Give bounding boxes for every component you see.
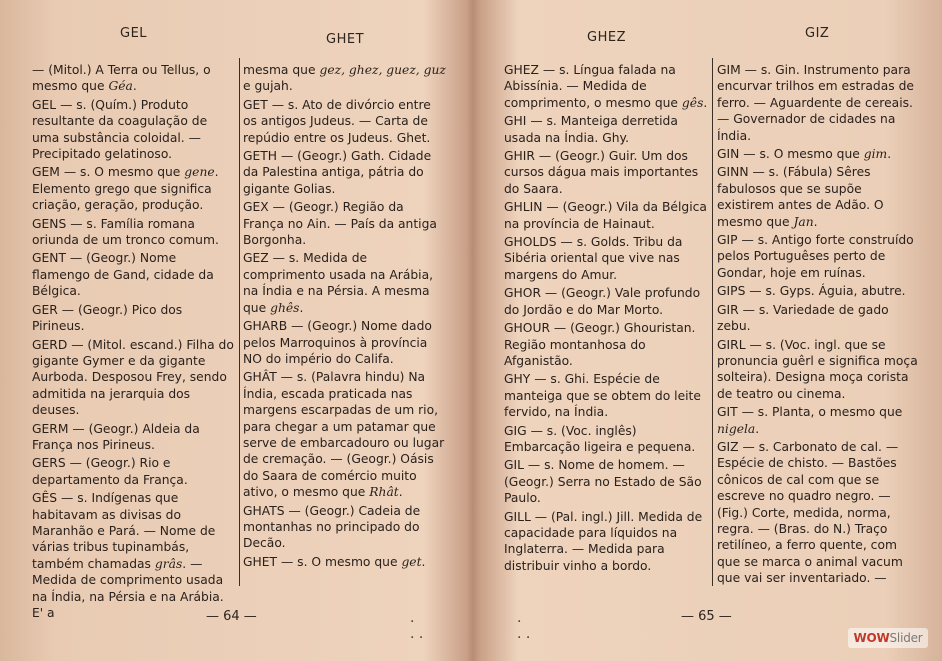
dictionary-entry bbox=[504, 320, 708, 369]
entry-text: — s. Gyps. Águia, abutre. bbox=[745, 284, 906, 299]
entry-term: GILL bbox=[504, 509, 531, 524]
right-page-number: — 65 — bbox=[681, 609, 732, 624]
entry-text: — (Geogr.) Nome flamengo de Gand, cidade da Bélgica. bbox=[32, 251, 214, 299]
dictionary-entry bbox=[243, 369, 446, 500]
entry-term: GINN bbox=[717, 165, 749, 180]
entry-term: GHLIN bbox=[504, 200, 543, 215]
entry-tail: . bbox=[755, 421, 760, 436]
dictionary-entry bbox=[504, 199, 708, 232]
entry-text: — s. Língua falada na Abissínia. — Medida de comprimento, o mesmo que bbox=[504, 63, 682, 110]
entry-term: GIP bbox=[717, 233, 738, 248]
watermark-part2: Slider bbox=[889, 631, 923, 645]
entry-term: GEZ bbox=[243, 251, 269, 266]
entry-text: mesma que bbox=[243, 63, 320, 77]
entry-text: — s. (Voc. ingl. que se pronuncia guêrl e significa moça solteira). Designa moça corista de teatro ou cinema. bbox=[717, 337, 918, 401]
dictionary-entry bbox=[243, 62, 446, 95]
entry-term: GERS bbox=[32, 456, 66, 471]
entry-term: GEL bbox=[32, 97, 57, 112]
entry-term: GHARB bbox=[243, 319, 288, 334]
dictionary-entry bbox=[717, 62, 920, 144]
entry-term: GER bbox=[32, 302, 58, 317]
dictionary-entry bbox=[243, 250, 446, 316]
entry-term: GERD bbox=[32, 337, 68, 352]
dictionary-entry bbox=[32, 490, 234, 621]
dictionary-entry bbox=[243, 199, 446, 248]
entry-term: GIPS bbox=[717, 284, 746, 299]
left-page-number: — 64 — bbox=[206, 609, 257, 624]
entry-term: GHOR bbox=[504, 286, 541, 301]
entry-term: GHOUR bbox=[504, 321, 550, 336]
dictionary-entry bbox=[504, 285, 708, 318]
entry-text: — s. Família romana oriunda de um tronco comum. bbox=[32, 216, 219, 248]
entry-text: — (Mitol. escand.) Filha do gigante Gymer e da gigante Aurboda. Desposou Frey, sendo admitida na jerarquia dos deuses. bbox=[32, 337, 234, 418]
entry-italic: Jan bbox=[793, 214, 814, 229]
entry-text: — s. Ato de divórcio entre os antigos Judeus. — Carta de repúdio entre os Judeus. Ghet. bbox=[243, 97, 431, 145]
dictionary-entry bbox=[504, 62, 708, 111]
dictionary-entry bbox=[32, 337, 234, 419]
entry-text: — (Geogr.) Vale profundo do Jordão e do Mar Morto. bbox=[504, 286, 701, 317]
entry-text: — (Geogr.) Região da França no Ain. — País da antiga Borgonha. bbox=[243, 200, 437, 248]
entry-text: — s. O mesmo que bbox=[739, 147, 864, 162]
entry-term: GHATS bbox=[243, 503, 285, 518]
entry-text: — s. (Voc. inglês) Embarcação ligeira e pequena. bbox=[504, 423, 696, 454]
entry-term: GEX bbox=[243, 200, 269, 215]
entry-term: GHÂT bbox=[243, 370, 277, 385]
entry-term: GIN bbox=[717, 147, 740, 162]
left-page-header-left: GEL bbox=[120, 26, 148, 41]
watermark-part1: WOW bbox=[853, 631, 890, 645]
watermark-logo bbox=[848, 628, 928, 648]
entry-italic: gim bbox=[863, 147, 888, 162]
entry-term: GÊS bbox=[32, 491, 58, 506]
entry-term: GIRL bbox=[717, 337, 746, 352]
dictionary-entry bbox=[717, 439, 920, 587]
entry-term: GET bbox=[243, 97, 268, 112]
entry-text: — s. Antigo forte construído pelos Portuguêses perto de Gondar, hoje em ruínas. bbox=[717, 233, 914, 280]
entry-term: GHET bbox=[243, 554, 278, 569]
entry-text: — (Geogr.) Pico dos Pirineus. bbox=[32, 302, 183, 334]
dictionary-entry bbox=[243, 318, 446, 367]
dictionary-entry bbox=[504, 509, 708, 575]
entry-italic: nigela bbox=[717, 421, 756, 436]
left-page-header-right: GHET bbox=[326, 32, 365, 47]
dictionary-entry bbox=[32, 250, 234, 299]
right-page-header-left: GHEZ bbox=[587, 30, 626, 45]
entry-text: — s. (Palavra hindu) Na Índia, escada praticada nas margens escarpadas de um rio, para chegar a um patamar que serve de embarcadouro ou lugar de cremação. — (Geogr.) Oásis do Saara de comércio muito ativo, o mesmo que bbox=[243, 370, 445, 500]
entry-term: GEM bbox=[32, 165, 60, 180]
dictionary-entry bbox=[243, 503, 446, 552]
entry-text: — (Geogr.) Cadeia de montanhas no principado do Decão. bbox=[243, 503, 421, 551]
entry-italic: Rhât bbox=[369, 485, 399, 500]
entry-tail: . bbox=[421, 554, 426, 569]
dictionary-entry bbox=[504, 423, 708, 456]
entry-text: — s. (Quím.) Produto resultante da coagulação de uma substância coloidal. — Precipitado gelatinoso. bbox=[32, 97, 208, 162]
dictionary-entry bbox=[717, 232, 920, 281]
entry-italic: gene bbox=[184, 165, 215, 180]
right-page bbox=[471, 0, 942, 661]
entry-text: — (Geogr.) Ghouristan. Região montanhosa do Afganistão. bbox=[504, 321, 696, 368]
entry-text: — (Geogr.) Rio e departamento da França. bbox=[32, 456, 188, 487]
entry-italic: gez, ghez, guez, guz bbox=[319, 63, 446, 77]
dictionary-entry bbox=[504, 113, 708, 146]
dictionary-entry bbox=[717, 337, 920, 403]
entry-text: — (Geogr.) Aldeia da França nos Pirineus. bbox=[32, 421, 200, 452]
entry-term: GIG bbox=[504, 423, 527, 438]
entry-term: GHOLDS bbox=[504, 235, 557, 250]
entry-italic: gês bbox=[681, 95, 704, 110]
dictionary-entry bbox=[243, 148, 446, 197]
column-divider bbox=[712, 58, 713, 586]
entry-term: GERM bbox=[32, 421, 69, 436]
entry-tail: . bbox=[299, 300, 304, 315]
dictionary-entry bbox=[243, 97, 446, 146]
dictionary-entry bbox=[504, 148, 708, 197]
entry-text: — s. O mesmo que bbox=[277, 554, 402, 569]
dictionary-entry bbox=[504, 371, 708, 420]
entry-text: — (Geogr.) Gath. Cidade da Palestina antiga, pátria do gigante Golias. bbox=[243, 149, 432, 196]
entry-text: — (Pal. ingl.) Jill. Medida de capacidade para líquidos na Inglaterra. — Medida para distribuir vinho a bordo. bbox=[504, 509, 703, 573]
entry-term: GIR bbox=[717, 302, 739, 317]
dictionary-entry bbox=[32, 97, 234, 163]
entry-text: — s. Ghi. Espécie de manteiga que se obtem do leite fervido, na Índia. bbox=[504, 372, 701, 420]
dictionary-entry bbox=[717, 404, 920, 437]
entry-text: — (Mitol.) A Terra ou Tellus, o mesmo que bbox=[32, 63, 211, 94]
entry-tail: e gujah. bbox=[243, 79, 293, 94]
dictionary-entry bbox=[243, 554, 446, 570]
dictionary-entry bbox=[504, 457, 708, 506]
entry-tail: . — Medida de comprimento usada na Índia, na Pérsia e na Arábia. E' a bbox=[32, 556, 224, 620]
entry-text: — (Geogr.) Nome dado pelos Marroquinos à província NO do império do Califa. bbox=[243, 319, 432, 366]
entry-text: — s. Carbonato de cal. — Espécie de chisto. — Bastões cônicos de cal com que se escreve no quadro negro. — (Fig.) Corte, medida, norma, regra. — (Bras. do N.) Traço retilíneo, a ferro quente, com que se marca o animal vacum que vai ser inventariado. — bbox=[717, 439, 903, 586]
entry-text: — s. Medida de comprimento usada na Arábia, na Índia e na Pérsia. A mesma que bbox=[243, 251, 434, 315]
entry-term: GIM bbox=[717, 63, 741, 77]
entry-italic: grâs bbox=[154, 556, 183, 571]
entry-term: GIZ bbox=[717, 439, 739, 454]
entry-term: GHEZ bbox=[504, 63, 539, 77]
entry-text: — s. Gin. Instrumento para encurvar trilhos em estradas de ferro. — Aguardente de cereais. — Governador de cidades na Índia. bbox=[717, 63, 914, 143]
entry-text: — s. O mesmo que bbox=[59, 165, 185, 180]
right-page-column-2 bbox=[717, 62, 920, 589]
entry-term: GHI bbox=[504, 114, 527, 129]
entry-tail: . bbox=[813, 214, 818, 229]
entry-text: — s. Planta, o mesmo que bbox=[737, 405, 903, 420]
entry-tail: . bbox=[703, 95, 708, 110]
entry-italic: ghês bbox=[270, 300, 300, 315]
entry-text: — s. Manteiga derretida usada na Índia. Ghy. bbox=[504, 114, 678, 145]
entry-term: GETH bbox=[243, 149, 278, 164]
dictionary-entry bbox=[717, 164, 920, 230]
entry-text: — s. Indígenas que habitavam as divisas do Maranhão e Pará. — Nome de várias tribus tupinambás, também chamadas bbox=[32, 491, 216, 571]
entry-text: — (Geogr.) Vila da Bélgica na província de Hainaut. bbox=[504, 200, 707, 231]
entry-text: — s. Nome de homem. — (Geogr.) Serra no Estado de São Paulo. bbox=[504, 458, 702, 506]
dictionary-entry bbox=[717, 302, 920, 335]
dictionary-entry bbox=[32, 421, 234, 454]
entry-tail: . Elemento grego que significa criação, geração, produção. bbox=[32, 165, 219, 213]
right-page-column-1 bbox=[504, 62, 708, 576]
entry-text: — s. Variedade de gado zebu. bbox=[717, 302, 889, 334]
entry-tail: . bbox=[132, 79, 137, 94]
left-page-column-2 bbox=[243, 62, 446, 572]
dictionary-entry bbox=[32, 302, 234, 335]
print-mark: · · · bbox=[410, 614, 424, 646]
dictionary-entry bbox=[32, 62, 234, 95]
entry-term: GENS bbox=[32, 216, 67, 231]
entry-italic: get bbox=[401, 554, 422, 569]
entry-tail: . bbox=[398, 485, 403, 500]
column-divider bbox=[239, 58, 240, 586]
entry-term: GENT bbox=[32, 251, 67, 266]
entry-term: GIL bbox=[504, 458, 525, 473]
print-mark: · · · bbox=[517, 614, 531, 646]
entry-tail: . bbox=[887, 147, 892, 162]
entry-term: GHIR bbox=[504, 149, 535, 164]
dictionary-entry bbox=[717, 146, 920, 162]
dictionary-entry bbox=[32, 455, 234, 488]
dictionary-entry bbox=[32, 216, 234, 249]
dictionary-entry bbox=[504, 234, 708, 283]
entry-term: GHY bbox=[504, 372, 531, 387]
entry-text: — s. Golds. Tribu da Sibéria oriental que vive nas margens do Amur. bbox=[504, 235, 683, 282]
entry-text: — s. (Fábula) Sêres fabulosos que se supõe existirem antes de Adão. O mesmo que bbox=[717, 165, 884, 229]
left-page-column-1 bbox=[32, 62, 234, 623]
dictionary-entry bbox=[717, 283, 920, 299]
entry-italic: Géa bbox=[108, 79, 133, 94]
entry-text: — (Geogr.) Guir. Um dos cursos dágua mais importantes do Saara. bbox=[504, 149, 699, 196]
entry-term: GIT bbox=[717, 405, 738, 420]
dictionary-entry bbox=[32, 164, 234, 213]
right-page-header-right: GIZ bbox=[805, 26, 830, 41]
